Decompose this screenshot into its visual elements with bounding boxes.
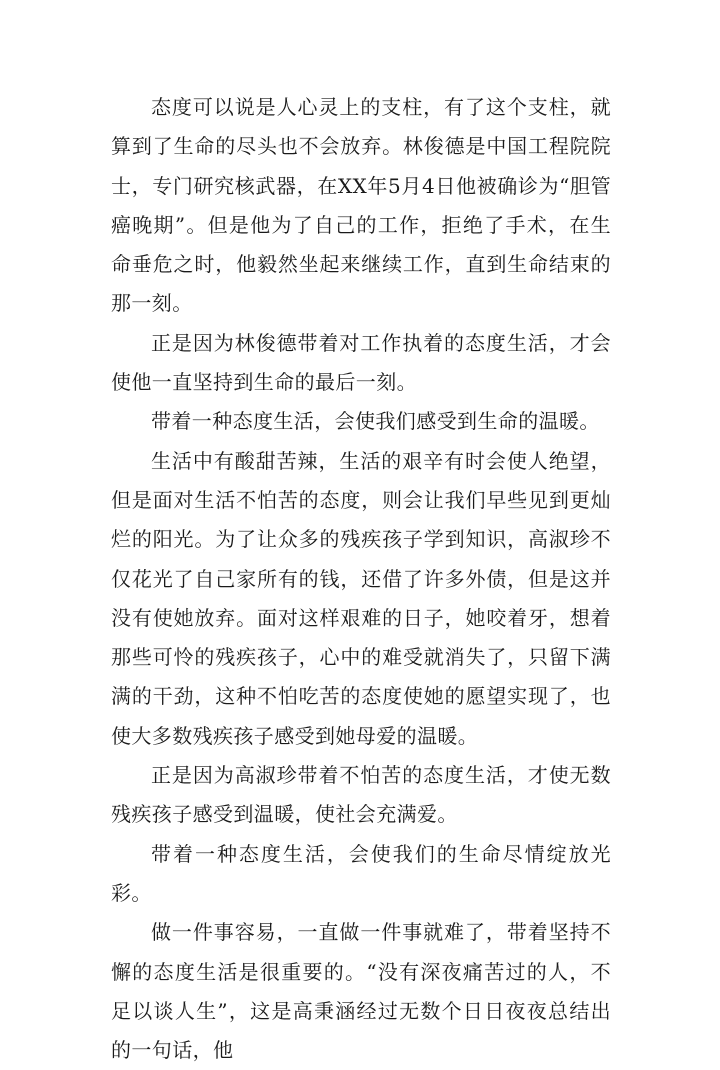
paragraph: 带着一种态度生活，会使我们感受到生命的温暖。 xyxy=(151,409,600,434)
document-body xyxy=(111,88,611,1070)
paragraph: 做一件事容易，一直做一件事就难了，带着坚持不懈的态度生活是很重要的。“没有深夜痛苦过的人，不足以谈人生”，这是高秉涵经过无数个日日夜夜总结出的一句话，他 xyxy=(111,920,611,1063)
paragraph: 正是因为林俊德带着对工作执着的态度生活，才会使他一直坚持到生命的最后一刻。 xyxy=(111,330,611,395)
paragraph: 态度可以说是人心灵上的支柱，有了这个支柱，就算到了生命的尽头也不会放弃。林俊德是中国工程院院士，专门研究核武器，在XX年5月4日他被确诊为“胆管癌晚期”。但是他为了自己的工作，拒绝了手术，在生命垂危之时，他毅然坐起来继续工作，直到生命结束的那一刻。 xyxy=(111,95,611,316)
paragraph: 生活中有酸甜苦辣，生活的艰辛有时会使人绝望，但是面对生活不怕苦的态度，则会让我们早些见到更灿烂的阳光。为了让众多的残疾孩子学到知识，高淑珍不仅花光了自己家所有的钱，还借了许多外债，但是这并没有使她放弃。面对这样艰难的日子，她咬着牙，想着那些可怜的残疾孩子，心中的难受就消失了，只留下满满的干劲，这种不怕吃苦的态度使她的愿望实现了，也使大多数残疾孩子感受到她母爱的温暖。 xyxy=(111,448,611,748)
paragraph: 带着一种态度生活，会使我们的生命尽情绽放光彩。 xyxy=(111,841,611,905)
paragraph: 正是因为高淑珍带着不怕苦的态度生活，才使无数残疾孩子感受到温暖，使社会充满爱。 xyxy=(111,763,611,827)
